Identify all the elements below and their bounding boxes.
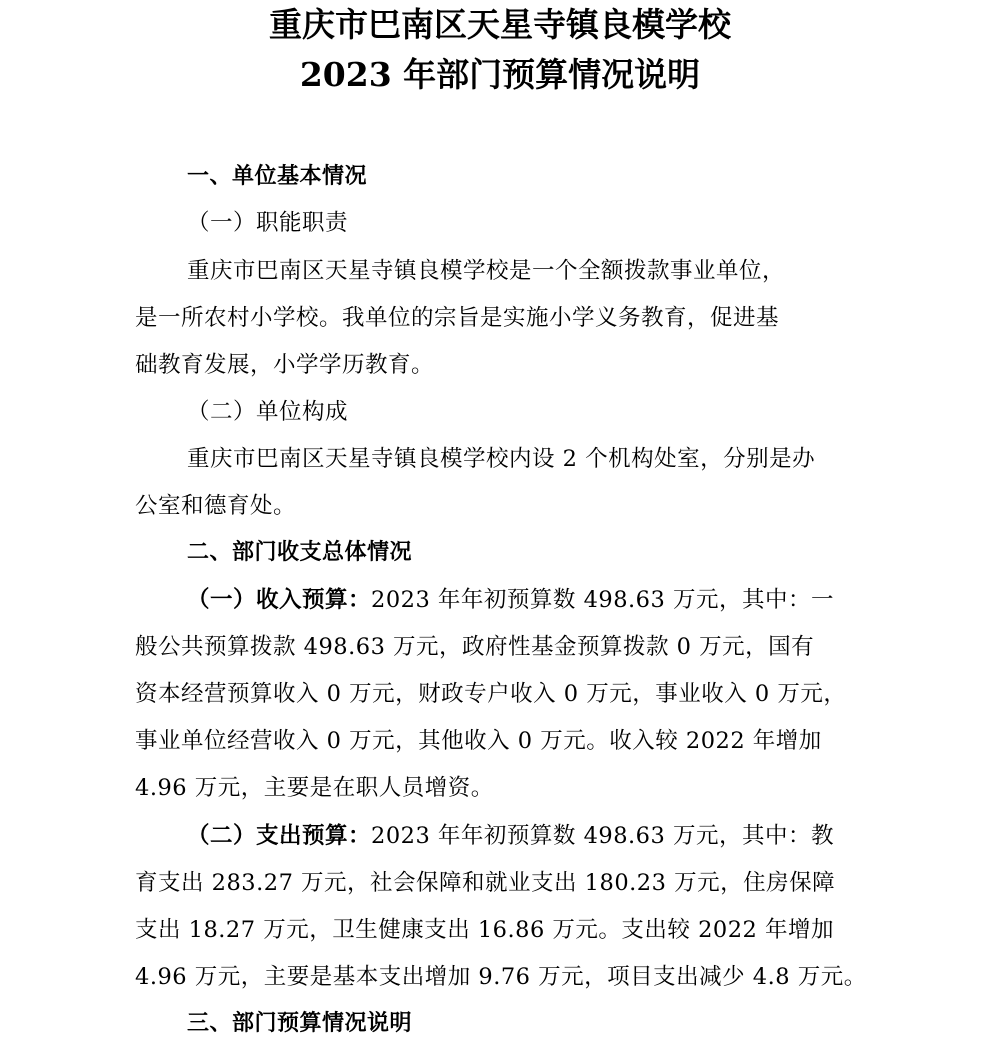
income-label: （一）收入预算： xyxy=(187,587,372,613)
section2-heading: 二、部门收支总体情况 xyxy=(187,540,413,565)
paragraph-line: 育支出 283.27 万元，社会保障和就业支出 180.23 万元，住房保障 xyxy=(135,870,836,896)
expense-label: （二）支出预算： xyxy=(187,823,372,849)
section3-heading: 三、部门预算情况说明 xyxy=(187,1011,413,1036)
section1-heading: 一、单位基本情况 xyxy=(187,164,368,189)
paragraph-line: 4.96 万元，主要是在职人员增资。 xyxy=(135,775,494,801)
paragraph-line: 4.96 万元，主要是基本支出增加 9.76 万元，项目支出减少 4.8 万元。 xyxy=(135,964,867,990)
paragraph-line: 础教育发展，小学学历教育。 xyxy=(135,352,435,378)
paragraph-line: 支出 18.27 万元，卫生健康支出 16.86 万元。支出较 2022 年增加 xyxy=(135,917,834,943)
document-title-line2: 2023 年部门预算情况说明 xyxy=(299,55,701,94)
section1-sub1-heading: （一）职能职责 xyxy=(187,210,349,236)
paragraph-line: 是一所农村小学校。我单位的宗旨是实施小学义务教育，促进基 xyxy=(135,305,780,331)
expense-text: 2023 年年初预算数 498.63 万元，其中：教 xyxy=(371,823,834,849)
paragraph-line: 资本经营预算收入 0 万元，财政专户收入 0 万元，事业收入 0 万元， xyxy=(135,681,847,707)
document-title-line1: 重庆市巴南区天星寺镇良模学校 xyxy=(269,5,731,44)
expense-first-line xyxy=(187,821,834,851)
paragraph-line: 般公共预算拨款 498.63 万元，政府性基金预算拨款 0 万元，国有 xyxy=(135,634,815,660)
paragraph-line: 事业单位经营收入 0 万元，其他收入 0 万元。收入较 2022 年增加 xyxy=(135,728,822,754)
paragraph-line: 公室和德育处。 xyxy=(135,493,297,519)
paragraph-line: 重庆市巴南区天星寺镇良模学校是一个全额拨款事业单位， xyxy=(187,258,786,284)
income-text: 2023 年年初预算数 498.63 万元，其中：一 xyxy=(371,587,834,613)
income-first-line xyxy=(187,585,834,615)
section1-sub2-heading: （二）单位构成 xyxy=(187,399,349,425)
paragraph-line: 重庆市巴南区天星寺镇良模学校内设 2 个机构处室，分别是办 xyxy=(187,446,816,472)
